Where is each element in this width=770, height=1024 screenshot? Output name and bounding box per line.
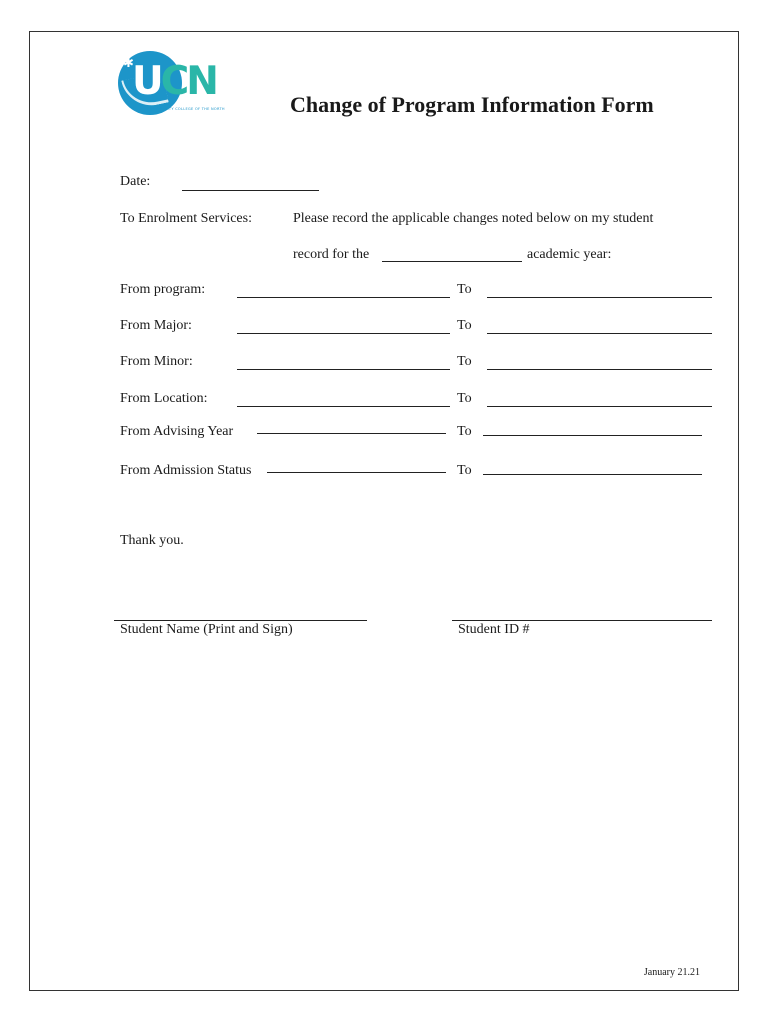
form-page <box>29 31 739 991</box>
to-location-label: To <box>457 391 472 406</box>
from-location-label: From Location: <box>120 391 208 406</box>
from-program-label: From program: <box>120 282 206 297</box>
request-text-line1: Please record the applicable changes noted below on my student <box>293 211 654 226</box>
from-admission-status-label: From Admission Status <box>120 463 252 478</box>
academic-year-field[interactable] <box>382 261 522 262</box>
logo-letter-u: U <box>132 59 161 104</box>
student-name-signature-field[interactable] <box>114 620 367 621</box>
request-text-line2-prefix: record for the <box>293 247 370 262</box>
student-name-label: Student Name (Print and Sign) <box>120 622 293 637</box>
from-program-field[interactable] <box>237 297 450 298</box>
to-advising-year-field[interactable] <box>483 435 702 436</box>
ucn-logo <box>118 50 226 120</box>
footer-date: January 21.21 <box>643 967 700 978</box>
logo-tagline: UNIVERSITY COLLEGE OF THE NORTH <box>150 107 225 111</box>
student-id-label: Student ID # <box>458 622 530 637</box>
thank-you-text: Thank you. <box>120 533 184 548</box>
to-advising-year-label: To <box>457 424 472 439</box>
to-admission-status-field[interactable] <box>483 474 702 475</box>
to-program-label: To <box>457 282 472 297</box>
from-major-field[interactable] <box>237 333 450 334</box>
request-text-line2-suffix: academic year: <box>527 247 612 262</box>
to-location-field[interactable] <box>487 406 712 407</box>
form-title: Change of Program Information Form <box>290 92 654 117</box>
to-major-field[interactable] <box>487 333 712 334</box>
to-minor-field[interactable] <box>487 369 712 370</box>
to-admission-status-label: To <box>457 463 472 478</box>
to-enrolment-label: To Enrolment Services: <box>120 211 252 226</box>
logo-wordmark <box>132 59 216 104</box>
from-admission-status-field[interactable] <box>267 472 446 473</box>
logo-letters-cn: CN <box>160 59 216 104</box>
date-label: Date: <box>120 174 151 189</box>
from-advising-year-label: From Advising Year <box>120 424 234 439</box>
from-minor-field[interactable] <box>237 369 450 370</box>
to-program-field[interactable] <box>487 297 712 298</box>
from-minor-label: From Minor: <box>120 354 193 369</box>
student-id-field[interactable] <box>452 620 712 621</box>
from-location-field[interactable] <box>237 406 450 407</box>
to-major-label: To <box>457 318 472 333</box>
to-minor-label: To <box>457 354 472 369</box>
date-field[interactable] <box>182 190 319 191</box>
from-advising-year-field[interactable] <box>257 433 446 434</box>
star-icon: ✱ <box>123 56 134 71</box>
from-major-label: From Major: <box>120 318 192 333</box>
